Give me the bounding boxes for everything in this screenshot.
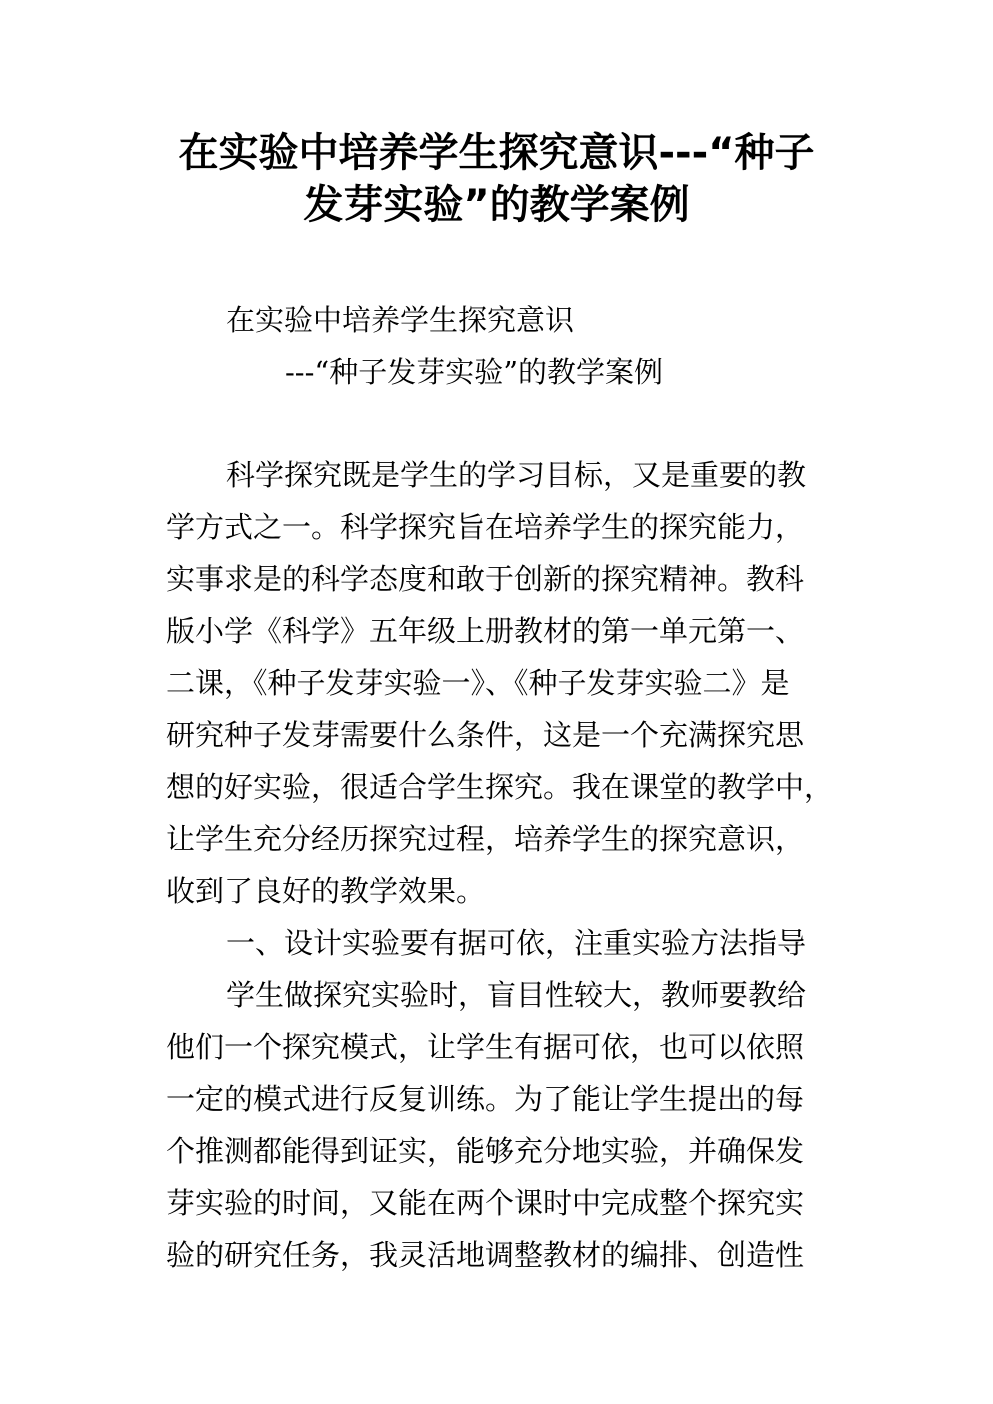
body-line: 让学生充分经历探究过程，培养学生的探究意识， [166,822,805,856]
subtitle-line-2: ---“种子发芽实验”的教学案例 [285,355,664,389]
body-line: 他们一个探究模式，让学生有据可依，也可以依照 [166,1030,805,1064]
body-line: 芽实验的时间，又能在两个课时中完成整个探究实 [166,1186,805,1220]
body-line: 一定的模式进行反复训练。为了能让学生提出的每 [166,1082,805,1116]
body-line: 验的研究任务，我灵活地调整教材的编排、创造性 [166,1238,805,1272]
body-line: 二课，《种子发芽实验一》、《种子发芽实验二》是 [166,666,790,700]
body-line: 收到了良好的教学效果。 [166,874,486,908]
body-line: 研究种子发芽需要什么条件，这是一个充满探究思 [166,718,805,752]
subtitle-line-1: 在实验中培养学生探究意识 [226,303,575,337]
document-title-line-2: 发芽实验”的教学案例 [303,182,690,228]
body-line: 实事求是的科学态度和敢于创新的探究精神。教科 [166,562,805,596]
body-line: 学生做探究实验时，盲目性较大，教师要教给 [226,978,807,1012]
body-line: 学方式之一。科学探究旨在培养学生的探究能力， [166,510,805,544]
body-line: 个推测都能得到证实，能够充分地实验，并确保发 [166,1134,805,1168]
body-line: 想的好实验，很适合学生探究。我在课堂的教学中， [166,770,834,804]
section-heading: 一、设计实验要有据可依，注重实验方法指导 [226,926,807,960]
body-line: 科学探究既是学生的学习目标，又是重要的教 [226,458,807,492]
document-title-line-1: 在实验中培养学生探究意识---“种子 [178,130,815,176]
body-line: 版小学《科学》五年级上册教材的第一单元第一、 [166,614,805,648]
